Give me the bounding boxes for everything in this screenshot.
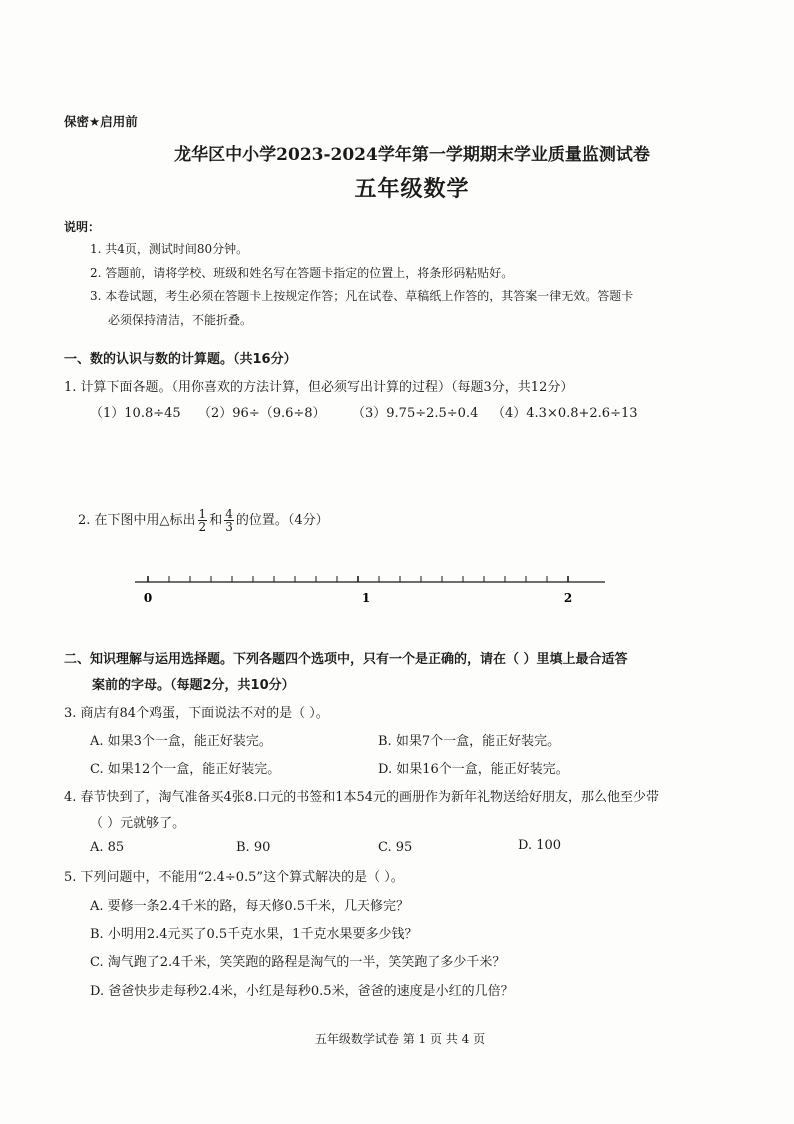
number-line-label-1: 1 (361, 591, 371, 605)
instruction-item: 2. 答题前，请将学校、班级和姓名写在答题卡指定的位置上，将条形码粘贴好。 (90, 266, 514, 280)
q2-stem (78, 508, 329, 533)
instruction-item: 3. 本卷试题，考生必须在答题卡上按规定作答；凡在试卷、草稿纸上作答的，其答案一律无效。答题卡 (90, 289, 634, 303)
number-line (130, 572, 620, 608)
q5-option-a: A. 要修一条2.4千米的路，每天修0.5千米，几天修完？ (90, 899, 410, 914)
number-line-label-2: 2 (563, 591, 573, 605)
q5-option-b: B. 小明用2.4元买了0.5千克水果，1千克水果要多少钱？ (90, 927, 418, 942)
q1-part-2: （2）96÷（9.6÷8） (198, 406, 326, 421)
q1-stem: 1. 计算下面各题。（用你喜欢的方法计算，但必须写出计算的过程）（每题3分，共12分） (64, 380, 574, 395)
exam-subtitle: 五年级数学 (354, 176, 470, 202)
q5-stem: 5. 下列问题中，不能用“2.4÷0.5”这个算式解决的是（ ）。 (64, 870, 404, 885)
q2-prefix: 2. 在下图中用△标出 (78, 513, 196, 528)
q4-stem-line1: 4. 春节快到了，淘气准备买4张8.口元的书签和1本54元的画册作为新年礼物送给好朋友，那么他至少带 (64, 790, 660, 805)
q1-part-3: （3）9.75÷2.5÷0.4 (352, 406, 479, 421)
q4-option-b: B. 90 (236, 840, 271, 855)
q3-option-c: C. 如果12个一盒，能正好装完。 (90, 762, 281, 777)
instruction-item: 必须保持清洁，不能折叠。 (108, 313, 253, 327)
q2-suffix: 的位置。（4分） (235, 513, 329, 528)
q3-option-b: B. 如果7个一盒，能正好装完。 (378, 734, 561, 749)
instruction-item: 1. 共4页，测试时间80分钟。 (90, 242, 249, 256)
q3-option-a: A. 如果3个一盒，能正好装完。 (90, 734, 272, 749)
q5-option-c: C. 淘气跑了2.4千米，笑笑跑的路程是淘气的一半，笑笑跑了多少千米？ (90, 955, 506, 970)
confidential-label: 保密★启用前 (64, 114, 138, 129)
fraction-denominator: 3 (225, 520, 233, 534)
number-line-ticks (148, 576, 568, 582)
q4-option-d: D. 100 (518, 838, 562, 853)
fraction-numerator: 4 (225, 507, 233, 521)
page-footer: 五年级数学试卷 第 1 页 共 4 页 (314, 1032, 486, 1046)
fraction-denominator: 2 (198, 520, 207, 534)
q1-part-1: （1）10.8÷45 (90, 406, 181, 421)
q4-option-c: C. 95 (378, 840, 413, 855)
q3-option-d: D. 如果16个一盒，能正好装完。 (378, 762, 569, 777)
fraction-numerator: 1 (198, 507, 207, 521)
q3-stem: 3. 商店有84个鸡蛋，下面说法不对的是（ ）。 (64, 706, 329, 721)
q2-middle: 和 (209, 513, 223, 528)
q5-option-d: D. 爸爸快步走每秒2.4米，小红是每秒0.5米，爸爸的速度是小红的几倍？ (90, 984, 514, 999)
exam-title: 龙华区中小学2023-2024学年第一学期期末学业质量监测试卷 (174, 145, 650, 165)
number-line-label-0: 0 (143, 591, 153, 605)
section2-heading-line1: 二、知识理解与运用选择题。下列各题四个选项中，只有一个是正确的，请在（ ）里填上最合适答 (64, 652, 628, 667)
section2-heading-line2: 案前的字母。（每题2分，共10分） (92, 678, 295, 693)
fraction-one-half (198, 508, 208, 533)
q4-option-a: A. 85 (90, 840, 125, 855)
section1-heading: 一、数的认识与数的计算题。（共16分） (64, 352, 297, 367)
q1-part-4: （4）4.3×0.8+2.6÷13 (492, 406, 638, 421)
q4-stem-line2: （ ）元就够了。 (90, 816, 186, 831)
instructions-heading: 说明： (64, 220, 101, 234)
fraction-four-thirds (224, 508, 234, 533)
